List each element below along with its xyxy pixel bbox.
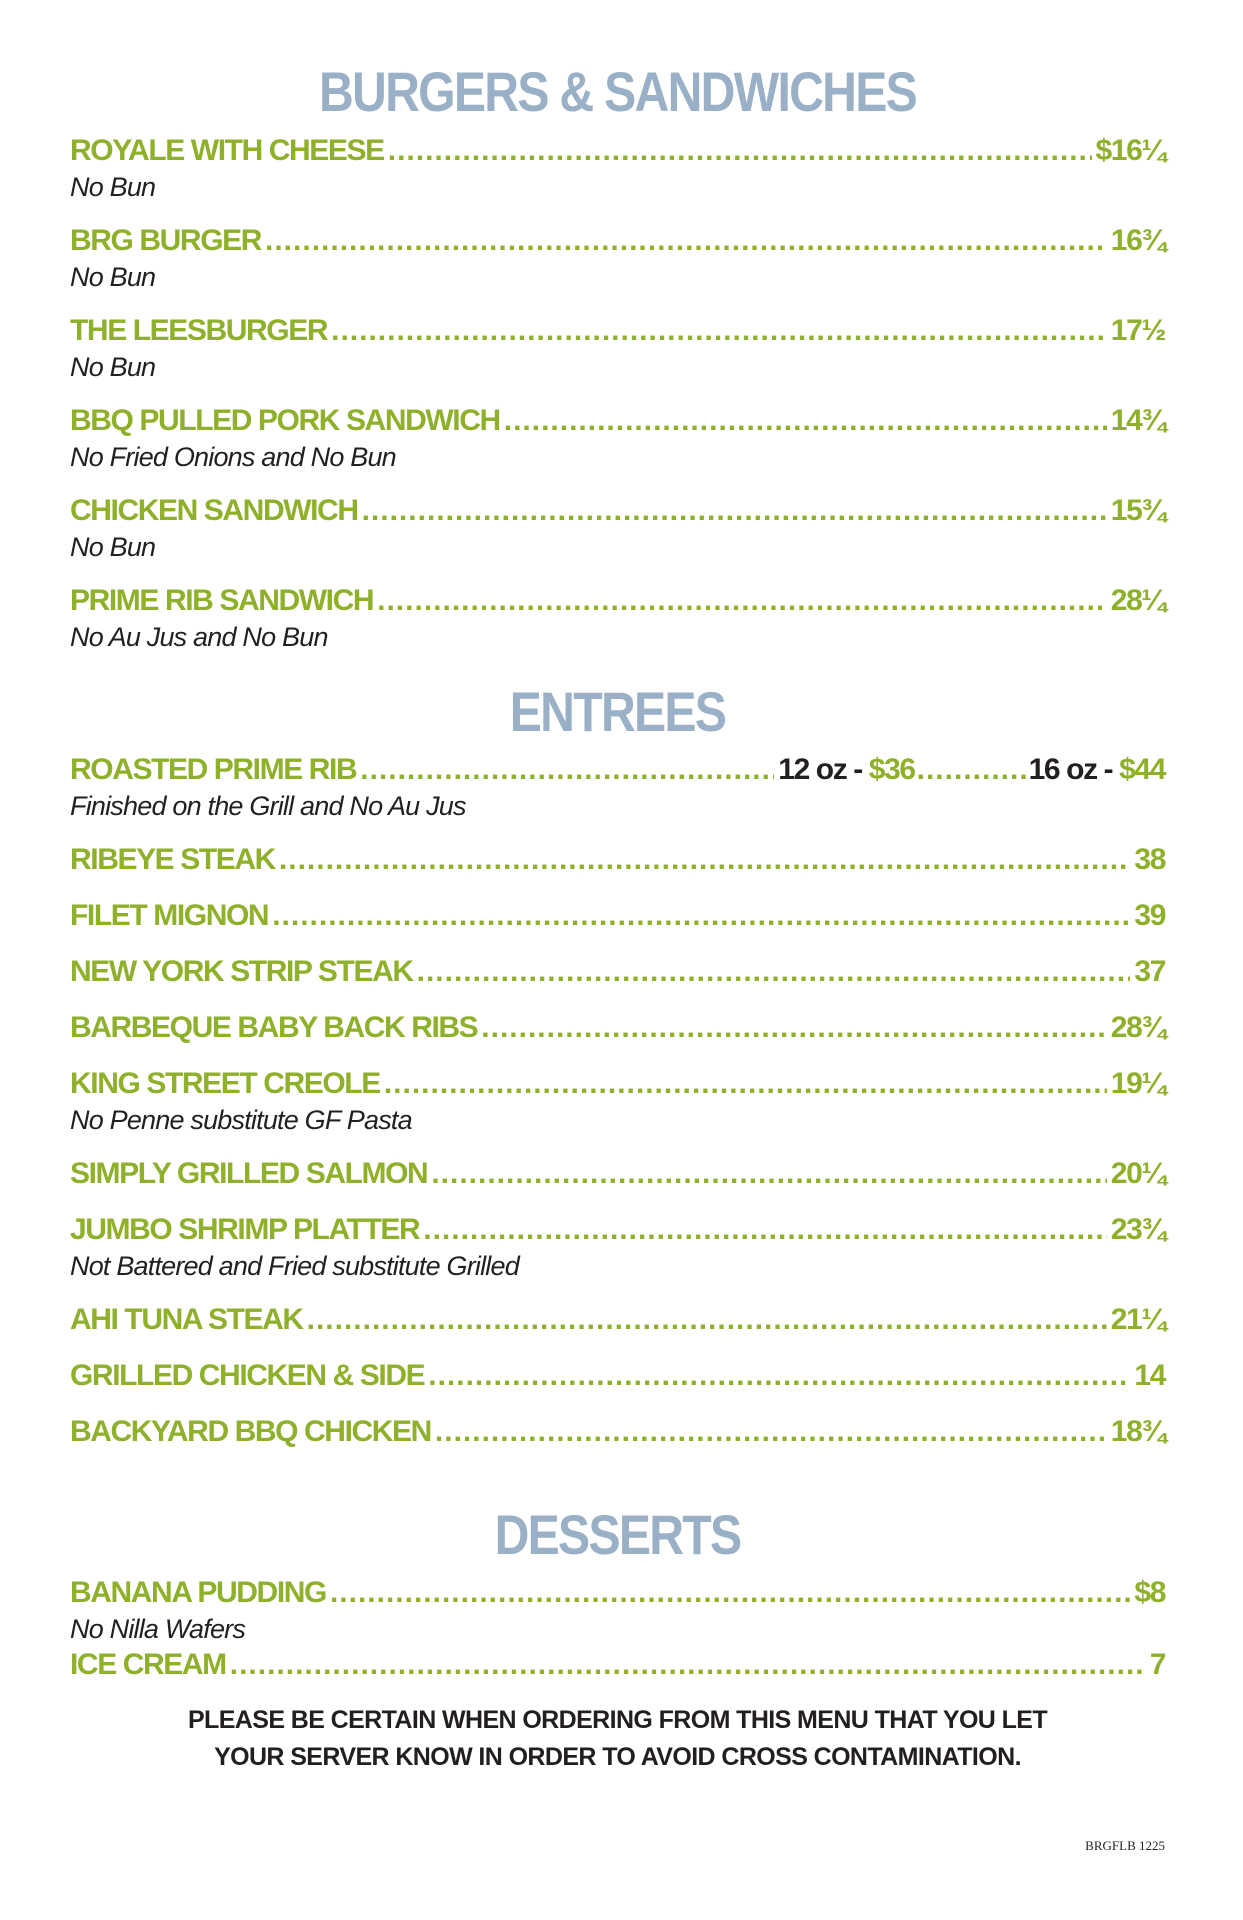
item-note: No Au Jus and No Bun: [70, 622, 328, 652]
section-title-entrees: ENTREES: [509, 680, 726, 743]
item-note: No Nilla Wafers: [70, 1614, 246, 1644]
menu-item: [70, 133, 1165, 203]
menu-item: [70, 1302, 1165, 1338]
leader-dots: [384, 1066, 1107, 1102]
leader-dots: [272, 898, 1130, 934]
leader-dots: [360, 752, 774, 788]
leader-dots: [481, 1010, 1107, 1046]
menu-item: [70, 954, 1165, 990]
item-price: $16¼: [1095, 134, 1165, 167]
leader-dots: [279, 842, 1131, 878]
item-price: 17½: [1110, 314, 1165, 347]
item-price: 39: [1134, 899, 1165, 932]
menu-item: [70, 313, 1165, 383]
item-price: $44: [1119, 753, 1165, 786]
menu-item: [70, 493, 1165, 563]
item-price: 21¼: [1110, 1303, 1165, 1336]
item-name: SIMPLY GRILLED SALMON: [70, 1157, 428, 1190]
menu-item: [70, 223, 1165, 293]
warning-line-2: YOUR SERVER KNOW IN ORDER TO AVOID CROSS CONTAMINATION.: [214, 1743, 1021, 1771]
entrees-list: [70, 752, 1165, 1450]
item-name: JUMBO SHRIMP PLATTER: [70, 1213, 420, 1246]
item-note: No Penne substitute GF Pasta: [70, 1105, 412, 1135]
leader-dots: [431, 1156, 1106, 1192]
menu-item: [70, 1066, 1165, 1136]
item-name: ICE CREAM: [70, 1648, 226, 1681]
item-name: RIBEYE STEAK: [70, 843, 275, 876]
menu-item: [70, 1647, 1165, 1683]
item-price: 28¼: [1110, 584, 1165, 617]
item-name: NEW YORK STRIP STEAK: [70, 955, 413, 988]
item-note: Finished on the Grill and No Au Jus: [70, 791, 466, 821]
leader-dots: [330, 1575, 1130, 1611]
item-note: No Bun: [70, 532, 156, 562]
item-name: BRG BURGER: [70, 224, 262, 257]
leader-dots: [504, 403, 1107, 439]
item-price: 7: [1149, 1648, 1165, 1681]
item-name: PRIME RIB SANDWICH: [70, 584, 374, 617]
item-price: 16¾: [1110, 224, 1165, 257]
item-name: BBQ PULLED PORK SANDWICH: [70, 404, 500, 437]
item-price: 37: [1134, 955, 1165, 988]
size-label: 16 oz -: [1028, 753, 1113, 786]
menu-item: [70, 1358, 1165, 1394]
leader-dots: [307, 1302, 1107, 1338]
item-price: 15¾: [1110, 494, 1165, 527]
item-note: Not Battered and Fried substitute Grilled: [70, 1251, 519, 1281]
item-name: KING STREET CREOLE: [70, 1067, 380, 1100]
item-name: AHI TUNA STEAK: [70, 1303, 303, 1336]
menu-item-prime-rib: [70, 752, 1165, 822]
menu-item: [70, 1156, 1165, 1192]
leader-dots: [417, 954, 1131, 990]
menu-item: [70, 898, 1165, 934]
leader-dots: [917, 752, 1027, 788]
item-price: 23¾: [1110, 1213, 1165, 1246]
item-name: BARBEQUE BABY BACK RIBS: [70, 1011, 478, 1044]
item-name: CHICKEN SANDWICH: [70, 494, 358, 527]
leader-dots: [423, 1212, 1107, 1248]
desserts-list: [70, 1575, 1165, 1683]
leader-dots: [265, 223, 1107, 259]
warning-line-1: PLEASE BE CERTAIN WHEN ORDERING FROM THIS MENU THAT YOU LET: [187, 1706, 1048, 1734]
item-name: FILET MIGNON: [70, 899, 269, 932]
leader-dots: [230, 1647, 1146, 1683]
item-note: No Bun: [70, 352, 156, 382]
leader-dots: [331, 313, 1107, 349]
item-price: 14¾: [1110, 404, 1165, 437]
leader-dots: [362, 493, 1107, 529]
cross-contamination-warning: [70, 1702, 1165, 1776]
section-title-burgers: BURGERS & SANDWICHES: [318, 60, 917, 123]
item-price: 18¾: [1110, 1415, 1165, 1448]
item-note: No Bun: [70, 172, 156, 202]
item-name: BACKYARD BBQ CHICKEN: [70, 1415, 431, 1448]
menu-item: [70, 1212, 1165, 1282]
item-price: 19¼: [1110, 1067, 1165, 1100]
item-name: GRILLED CHICKEN & SIDE: [70, 1359, 425, 1392]
menu-item: [70, 1010, 1165, 1046]
item-name: ROYALE WITH CHEESE: [70, 134, 384, 167]
item-name: THE LEESBURGER: [70, 314, 328, 347]
menu-item: [70, 1575, 1165, 1645]
item-note: No Bun: [70, 262, 156, 292]
item-price: 28¾: [1110, 1011, 1165, 1044]
item-price: 20¼: [1110, 1157, 1165, 1190]
item-price: $36: [868, 753, 915, 786]
item-name: ROASTED PRIME RIB: [70, 753, 357, 786]
size-label: 12 oz -: [778, 753, 862, 786]
menu-item: [70, 842, 1165, 878]
leader-dots: [388, 133, 1092, 169]
menu-item: [70, 403, 1165, 473]
item-price: 38: [1134, 843, 1165, 876]
item-note: No Fried Onions and No Bun: [70, 442, 396, 472]
leader-dots: [435, 1414, 1107, 1450]
leader-dots: [377, 583, 1107, 619]
menu-code: BRGFLB 1225: [1085, 1838, 1165, 1853]
menu-item: [70, 583, 1165, 653]
leader-dots: [428, 1358, 1130, 1394]
section-title-desserts: DESSERTS: [494, 1503, 741, 1566]
burgers-list: [70, 133, 1165, 653]
item-price: 14: [1134, 1359, 1165, 1392]
item-name: BANANA PUDDING: [70, 1576, 326, 1609]
menu-item: [70, 1414, 1165, 1450]
item-price: $8: [1134, 1576, 1165, 1609]
